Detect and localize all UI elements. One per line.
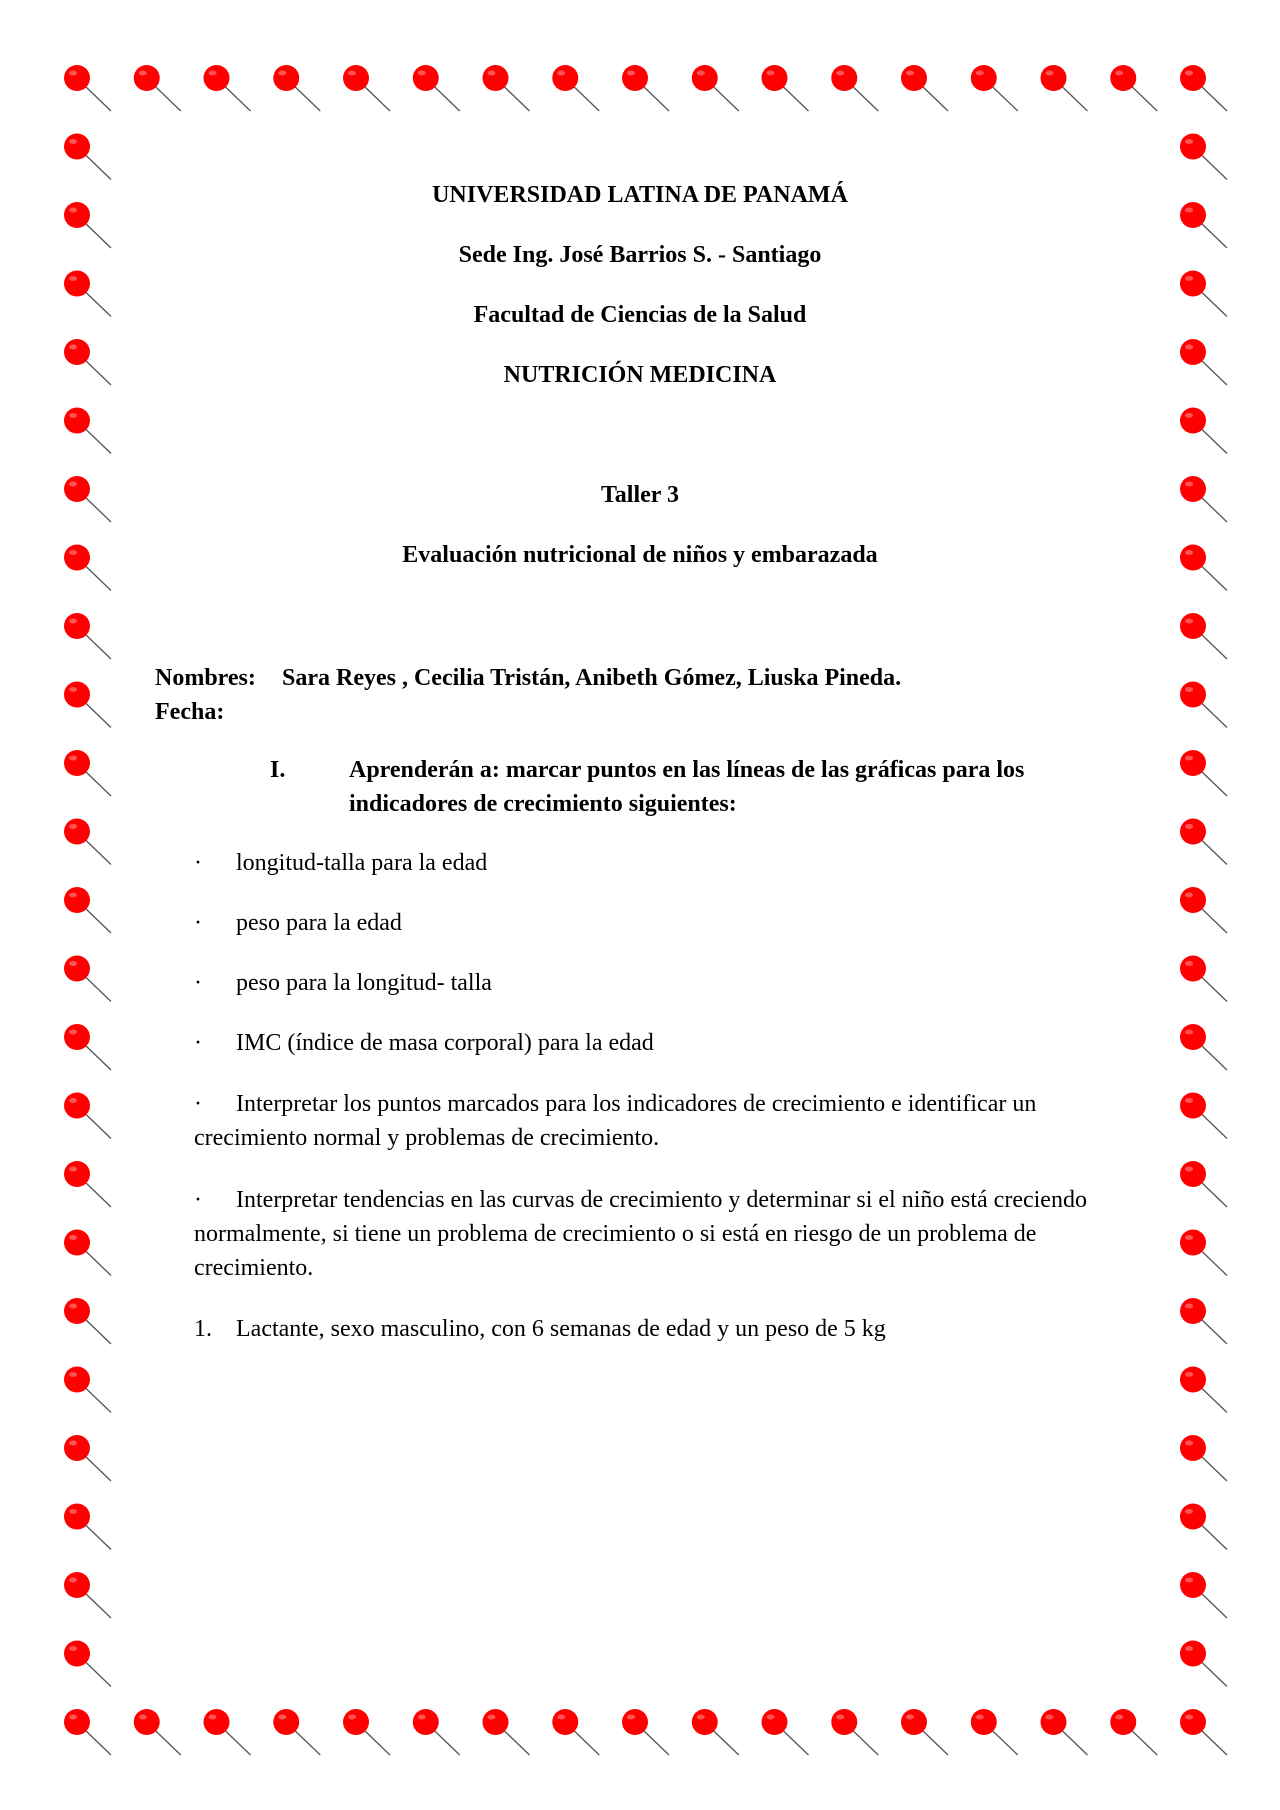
- lollipop-icon: [64, 1641, 111, 1687]
- exercise-text: Lactante, sexo masculino, con 6 semanas de edad y un peso de 5 kg: [236, 1316, 886, 1342]
- lollipop-icon: [273, 1709, 320, 1755]
- lollipop-icon: [64, 408, 111, 454]
- lollipop-icon: [64, 1298, 111, 1344]
- list-item: · Interpretar tendencias en las curvas de crecimiento y determinar si el niño está creciendo normalmente, si tiene un problema de crecimiento o si está en riesgo de un problema de crecimiento.: [194, 1183, 1124, 1285]
- lollipop-icon: [343, 1709, 390, 1755]
- bullet-icon: ·: [194, 970, 202, 996]
- lollipop-icon: [1180, 1230, 1227, 1276]
- lollipop-icon: [552, 1709, 599, 1755]
- lollipop-icon: [64, 819, 111, 865]
- lollipop-icon: [1180, 134, 1227, 180]
- names-row: [155, 661, 1155, 695]
- lollipop-icon: [1180, 1024, 1227, 1070]
- lollipop-icon: [273, 65, 320, 111]
- lollipop-icon: [343, 65, 390, 111]
- section-number: I.: [270, 757, 286, 783]
- lollipop-icon: [134, 1709, 181, 1755]
- lollipop-icon: [831, 1709, 878, 1755]
- faculty-line: Facultad de Ciencias de la Salud: [473, 302, 807, 328]
- lollipop-icon: [204, 65, 251, 111]
- exercise-item: [194, 1312, 1124, 1346]
- lollipop-icon: [901, 1709, 948, 1755]
- lollipop-icon: [1180, 1572, 1227, 1618]
- lollipop-icon: [64, 1572, 111, 1618]
- lollipop-icon: [64, 956, 111, 1002]
- lollipop-icon: [831, 65, 878, 111]
- lollipop-icon: [901, 65, 948, 111]
- lollipop-icon: [692, 1709, 739, 1755]
- lollipop-icon: [64, 1367, 111, 1413]
- lollipop-icon: [64, 682, 111, 728]
- lollipop-icon: [483, 1709, 530, 1755]
- students-block: [155, 661, 1155, 729]
- lollipop-icon: [64, 65, 111, 111]
- university-title: UNIVERSIDAD LATINA DE PANAMÁ: [432, 182, 848, 208]
- list-item: · peso para la longitud- talla: [194, 966, 1124, 1000]
- workshop-subtitle: Evaluación nutricional de niños y embarazada: [402, 542, 878, 568]
- lollipop-icon: [1041, 65, 1088, 111]
- lollipop-icon: [971, 65, 1018, 111]
- lollipop-icon: [971, 1709, 1018, 1755]
- bullet-icon: ·: [194, 850, 202, 876]
- lollipop-icon: [762, 1709, 809, 1755]
- lollipop-icon: [1110, 65, 1157, 111]
- lollipop-icon: [483, 65, 530, 111]
- lollipop-icon: [413, 1709, 460, 1755]
- lollipop-icon: [1180, 682, 1227, 728]
- lollipop-icon: [1180, 65, 1227, 111]
- lollipop-icon: [1180, 1709, 1227, 1755]
- lollipop-icon: [64, 1093, 111, 1139]
- lollipop-icon: [622, 1709, 669, 1755]
- lollipop-icon: [64, 750, 111, 796]
- section-heading-line1: Aprenderán a: marcar puntos en las líneas de las gráficas para los: [349, 757, 1025, 783]
- lollipop-icon: [1180, 1298, 1227, 1344]
- exercise-number: 1.: [194, 1316, 212, 1342]
- lollipop-icon: [1180, 819, 1227, 865]
- lollipop-icon: [1180, 1641, 1227, 1687]
- course-line: NUTRICIÓN MEDICINA: [503, 362, 777, 388]
- lollipop-icon: [622, 65, 669, 111]
- lollipop-icon: [1180, 613, 1227, 659]
- section-heading-line2: indicadores de crecimiento siguientes:: [349, 791, 737, 817]
- names-value: Sara Reyes , Cecilia Tristán, Anibeth Gómez, Liuska Pineda.: [282, 665, 902, 691]
- lollipop-icon: [64, 134, 111, 180]
- lollipop-icon: [64, 1230, 111, 1276]
- date-label: Fecha:: [155, 699, 225, 725]
- lollipop-icon: [64, 1709, 111, 1755]
- lollipop-icon: [1180, 1504, 1227, 1550]
- list-item: · IMC (índice de masa corporal) para la edad: [194, 1026, 1124, 1060]
- lollipop-icon: [762, 65, 809, 111]
- lollipop-icon: [1180, 1435, 1227, 1481]
- lollipop-icon: [1180, 887, 1227, 933]
- lollipop-icon: [1110, 1709, 1157, 1755]
- list-item: · Interpretar los puntos marcados para los indicadores de crecimiento e identificar un crecimiento normal y problemas de crecimiento.: [194, 1087, 1124, 1155]
- lollipop-icon: [134, 65, 181, 111]
- lollipop-icon: [413, 65, 460, 111]
- lollipop-icon: [64, 887, 111, 933]
- list-item: · peso para la edad: [194, 906, 1124, 940]
- lollipop-icon: [204, 1709, 251, 1755]
- bullet-icon: ·: [194, 910, 202, 936]
- campus-line: Sede Ing. José Barrios S. - Santiago: [458, 242, 822, 268]
- lollipop-icon: [1180, 956, 1227, 1002]
- workshop-title: Taller 3: [600, 482, 679, 508]
- lollipop-icon: [1041, 1709, 1088, 1755]
- lollipop-icon: [64, 1504, 111, 1550]
- date-row: [155, 695, 1155, 729]
- lollipop-icon: [64, 1435, 111, 1481]
- bullet-icon: ·: [194, 1187, 202, 1213]
- list-item: · longitud-talla para la edad: [194, 846, 1124, 880]
- lollipop-icon: [692, 65, 739, 111]
- lollipop-icon: [1180, 1093, 1227, 1139]
- lollipop-icon: [1180, 1161, 1227, 1207]
- lollipop-icon: [64, 1161, 111, 1207]
- lollipop-icon: [552, 65, 599, 111]
- names-label: Nombres:: [155, 665, 256, 691]
- bullet-icon: ·: [194, 1091, 202, 1117]
- lollipop-icon: [64, 613, 111, 659]
- bullet-icon: ·: [194, 1030, 202, 1056]
- lollipop-icon: [1180, 1367, 1227, 1413]
- lollipop-icon: [1180, 408, 1227, 454]
- lollipop-icon: [64, 1024, 111, 1070]
